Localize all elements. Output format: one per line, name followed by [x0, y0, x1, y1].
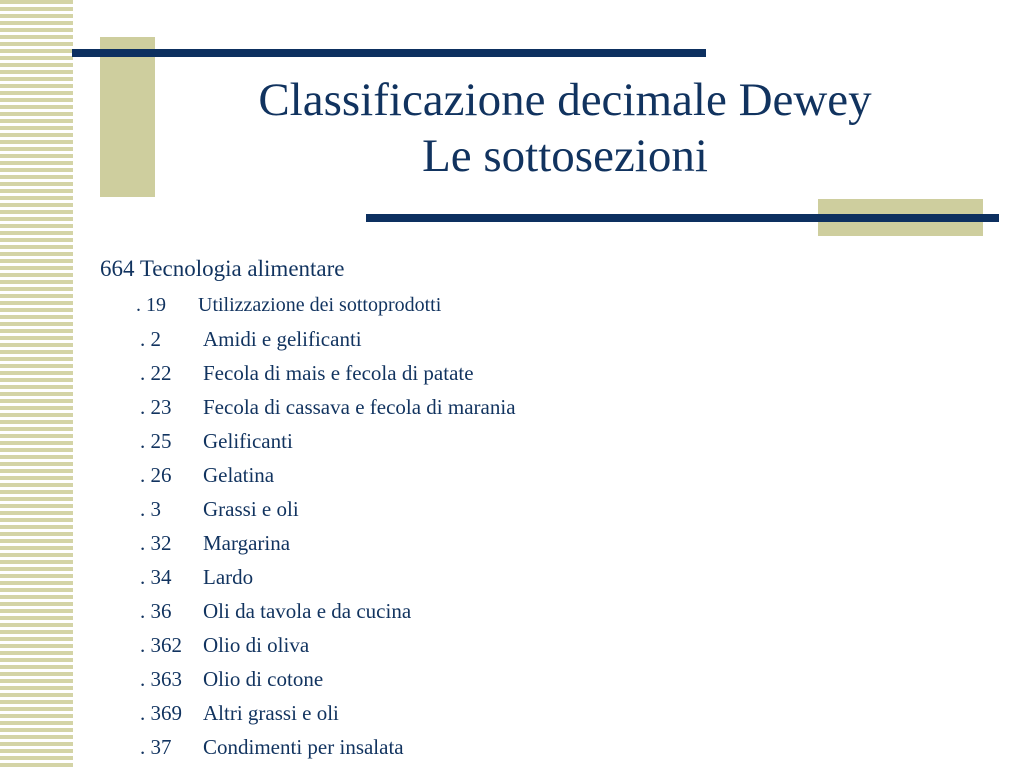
item-code: . 363 [140, 667, 182, 691]
slide-title [150, 72, 980, 184]
item-label: Condimenti per insalata [203, 735, 404, 759]
list-item [100, 390, 980, 424]
item-label: Olio di cotone [203, 667, 324, 691]
item-code: . 23 [140, 395, 172, 419]
list-item [100, 730, 980, 764]
list-item [100, 424, 980, 458]
item-label: Lardo [203, 565, 254, 589]
item-code: . 19 [136, 294, 166, 316]
item-label: Fecola di cassava e fecola di marania [203, 395, 516, 419]
item-code: . 22 [140, 361, 172, 385]
list-item [100, 288, 980, 322]
list-item [100, 356, 980, 390]
side-stripes-decoration [0, 0, 73, 768]
item-label: Utilizzazione dei sottoprodotti [198, 294, 442, 316]
item-label: Fecola di mais e fecola di patate [203, 361, 474, 385]
list-item [100, 560, 980, 594]
item-code: . 369 [140, 701, 182, 725]
list-item [100, 458, 980, 492]
item-code: . 32 [140, 531, 172, 555]
item-code: . 25 [140, 429, 172, 453]
item-code: . 34 [140, 565, 172, 589]
item-label: Margarina [203, 531, 291, 555]
list-item [100, 492, 980, 526]
title-line-1: Classificazione decimale Dewey [258, 74, 872, 126]
title-accent-block [100, 37, 155, 197]
item-label: Olio di oliva [203, 633, 310, 657]
item-label: Altri grassi e oli [203, 701, 339, 725]
title-top-rule [72, 49, 706, 57]
item-label: Oli da tavola e da cucina [203, 599, 412, 623]
list-item [100, 628, 980, 662]
item-code: . 3 [140, 497, 161, 521]
item-code: . 37 [140, 735, 172, 759]
list-item [100, 526, 980, 560]
list-item [100, 322, 980, 356]
item-code: . 26 [140, 463, 172, 487]
list-item [100, 662, 980, 696]
item-code: . 2 [140, 327, 161, 351]
title-bottom-rule [366, 214, 999, 222]
item-label: Grassi e oli [203, 497, 299, 521]
list-item [100, 594, 980, 628]
section-heading: 664 Tecnologia alimentare [100, 256, 345, 281]
list-item [100, 696, 980, 730]
slide-content [100, 254, 980, 764]
item-code: . 362 [140, 633, 182, 657]
item-label: Gelificanti [203, 429, 293, 453]
item-code: . 36 [140, 599, 172, 623]
item-label: Gelatina [203, 463, 275, 487]
subsection-list [100, 288, 980, 764]
title-line-2: Le sottosezioni [422, 130, 708, 182]
item-label: Amidi e gelificanti [203, 327, 362, 351]
